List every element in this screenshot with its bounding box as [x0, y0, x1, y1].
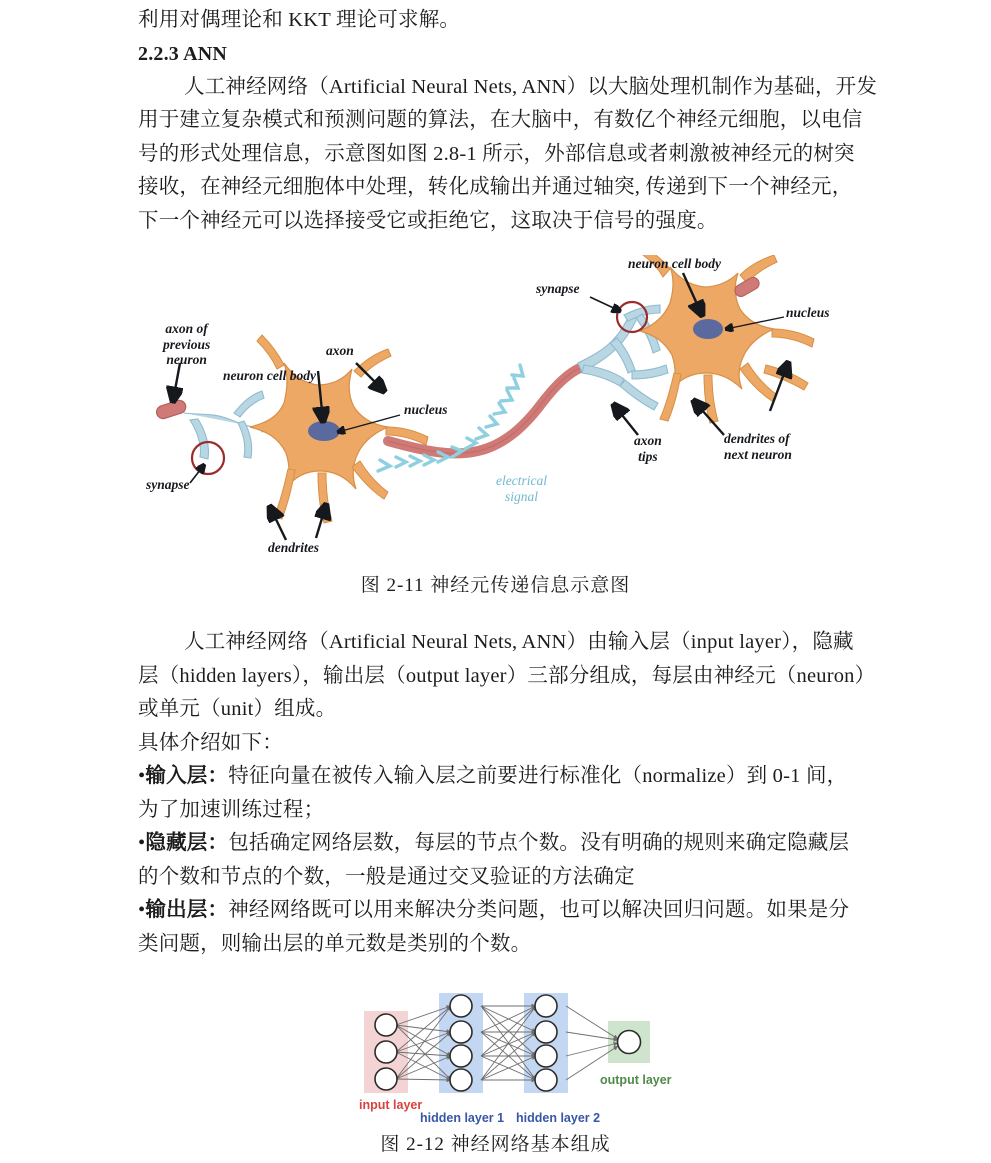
label-nucleus-right: nucleus [786, 305, 830, 320]
label-input-layer: input layer [359, 1098, 423, 1112]
label-synapse-left: synapse [146, 477, 190, 492]
figure-1-caption: 图 2-11 神经元传递信息示意图 [360, 575, 631, 596]
top-line: 利用对偶理论和 KKT 理论可求解。 [138, 9, 461, 31]
axon-of-previous-neuron-shape [155, 399, 188, 421]
bullet-text-1a: 特征向量在被传入输入层之前要进行标准化（normalize）到 0-1 间， [228, 765, 848, 787]
text-content-middle [138, 626, 876, 961]
label-synapse-right: synapse [536, 281, 580, 296]
bullet-text-3a: 神经网络既可以用来解决分类问题，也可以解决回归问题。如果是分 [228, 899, 850, 921]
label-axon: axon [326, 343, 354, 358]
bullet-text-2a: 包括确定网络层数，每层的节点个数。没有明确的规则来确定隐藏层 [228, 832, 850, 854]
bullet-marker-2: • [138, 832, 146, 854]
bullet-item-output-layer [138, 894, 854, 928]
paragraph1-line-2: 用于建立复杂模式和预测问题的算法，在大脑中，有数亿个神经元细胞，以电信 [138, 109, 863, 131]
figure-neuron-diagram [138, 255, 854, 565]
label-dendrites: dendrites [268, 540, 320, 555]
figure-2-caption: 图 2-12 神经网络基本组成 [380, 1134, 611, 1155]
bullet-item-hidden-layer [138, 827, 854, 861]
right-neuron-cell-body [640, 255, 814, 423]
paragraph1-line-4: 接收，在神经元细胞体中处理，转化成输出并通过轴突, 传递到下一个神经元， [138, 176, 853, 198]
paragraph2-line-3: 或单元（unit）组成。 [138, 698, 337, 720]
figure-neural-network [350, 985, 690, 1125]
bullet-term-1: 输入层： [145, 765, 229, 787]
right-nucleus-shape [693, 319, 723, 339]
intro-line: 具体介绍如下： [138, 731, 283, 754]
bullet-text-1b: 为了加速训练过程； [138, 798, 325, 821]
label-output-layer: output layer [600, 1073, 672, 1087]
label-axon-of-previous-neuron: axon of previous neuron [163, 321, 211, 367]
bullet-text-3b: 类问题，则输出层的单元数是类别的个数。 [138, 932, 532, 955]
paragraph2-line-1: 人工神经网络（Artificial Neural Nets, ANN）由输入层（input layer），隐藏 [184, 631, 854, 653]
paragraph1-line-5: 下一个神经元可以选择接受它或拒绝它，这取决于信号的强度。 [138, 209, 718, 232]
input-layer-nodes [375, 1014, 397, 1090]
left-neuron-cell-body [250, 335, 428, 523]
output-layer-node [618, 1031, 641, 1054]
bullet-term-3: 输出层： [145, 899, 229, 921]
label-dendrites-of-next-neuron: dendrites of next neuron [724, 431, 792, 462]
paragraph2-line-2: 层（hidden layers），输出层（output layer）三部分组成，每层由神经元（neuron） [138, 664, 876, 687]
label-neuron-cell-body-left: neuron cell body [223, 368, 316, 383]
label-axon-tips: axon tips [634, 433, 662, 464]
bullet-item-input-layer [138, 760, 854, 794]
section-heading: 2.2.3 ANN [138, 42, 228, 65]
label-electrical-signal: electrical signal [496, 473, 547, 504]
bullet-text-2b: 的个数和节点的个数，一般是通过交叉验证的方法确定 [138, 865, 635, 888]
text-content-top [138, 4, 878, 238]
right-dendrites-blue [578, 305, 668, 410]
neuron-svg [138, 255, 854, 565]
label-nucleus-left: nucleus [404, 402, 448, 417]
bullet-marker-1: • [138, 765, 146, 787]
bullet-term-2: 隐藏层： [145, 832, 229, 854]
label-hidden-layer-2: hidden layer 2 [516, 1111, 601, 1125]
left-nucleus-shape [308, 421, 340, 441]
label-neuron-cell-body-right: neuron cell body [628, 256, 721, 271]
bullet-marker-3: • [138, 899, 146, 921]
paragraph1-line-1: 人工神经网络（Artificial Neural Nets, ANN）以大脑处理机制作为基础，开发 [184, 75, 878, 98]
label-hidden-layer-1: hidden layer 1 [420, 1111, 505, 1125]
paragraph1-line-3: 号的形式处理信息，示意图如图 2.8-1 所示，外部信息或者刺激被神经元的树突 [138, 142, 855, 165]
